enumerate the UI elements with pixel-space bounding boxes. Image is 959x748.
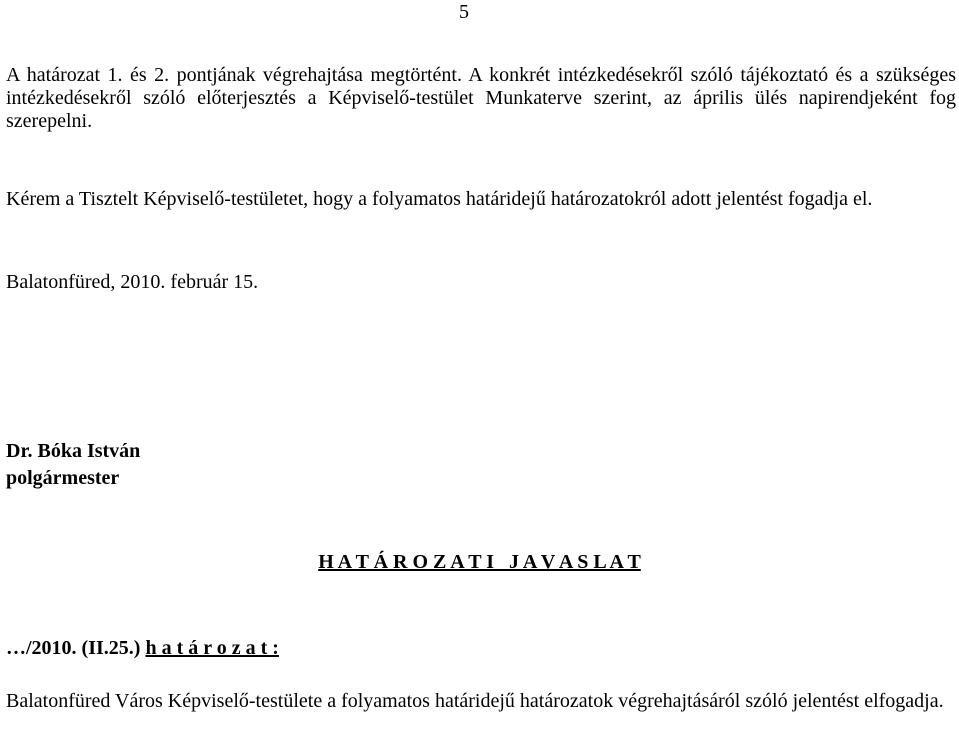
resolution-label: h a t á r o z a t : bbox=[145, 637, 279, 659]
page-number: 5 bbox=[459, 1, 469, 23]
signatory-name: Dr. Bóka István bbox=[6, 440, 141, 462]
resolution-proposal-heading: H A T Á R O Z A T I J A V A S L A T bbox=[318, 551, 641, 573]
paragraph-request: Kérem a Tisztelt Képviselő-testületet, hogy a folyamatos határidejű határozatokról adott jelentést fogadja el. bbox=[6, 188, 873, 210]
date-line: Balatonfüred, 2010. február 15. bbox=[6, 271, 259, 293]
resolution-number-line bbox=[6, 636, 279, 660]
resolution-number: …/2010. (II.25.) bbox=[6, 637, 141, 659]
signatory-title: polgármester bbox=[6, 467, 120, 489]
resolution-text: Balatonfüred Város Képviselő-testülete a folyamatos határidejű határozatok végrehajtásáról szóló jelentést elfogadja. bbox=[6, 690, 944, 712]
paragraph-implementation: A határozat 1. és 2. pontjának végrehajtása megtörtént. A konkrét intézkedésekről szóló tájékoztató és a szükséges intézkedésekről szóló előterjesztés a Képviselő-testület Munkaterve szerint, az április ülés napirendjeként fog szerepelni. bbox=[6, 64, 956, 132]
